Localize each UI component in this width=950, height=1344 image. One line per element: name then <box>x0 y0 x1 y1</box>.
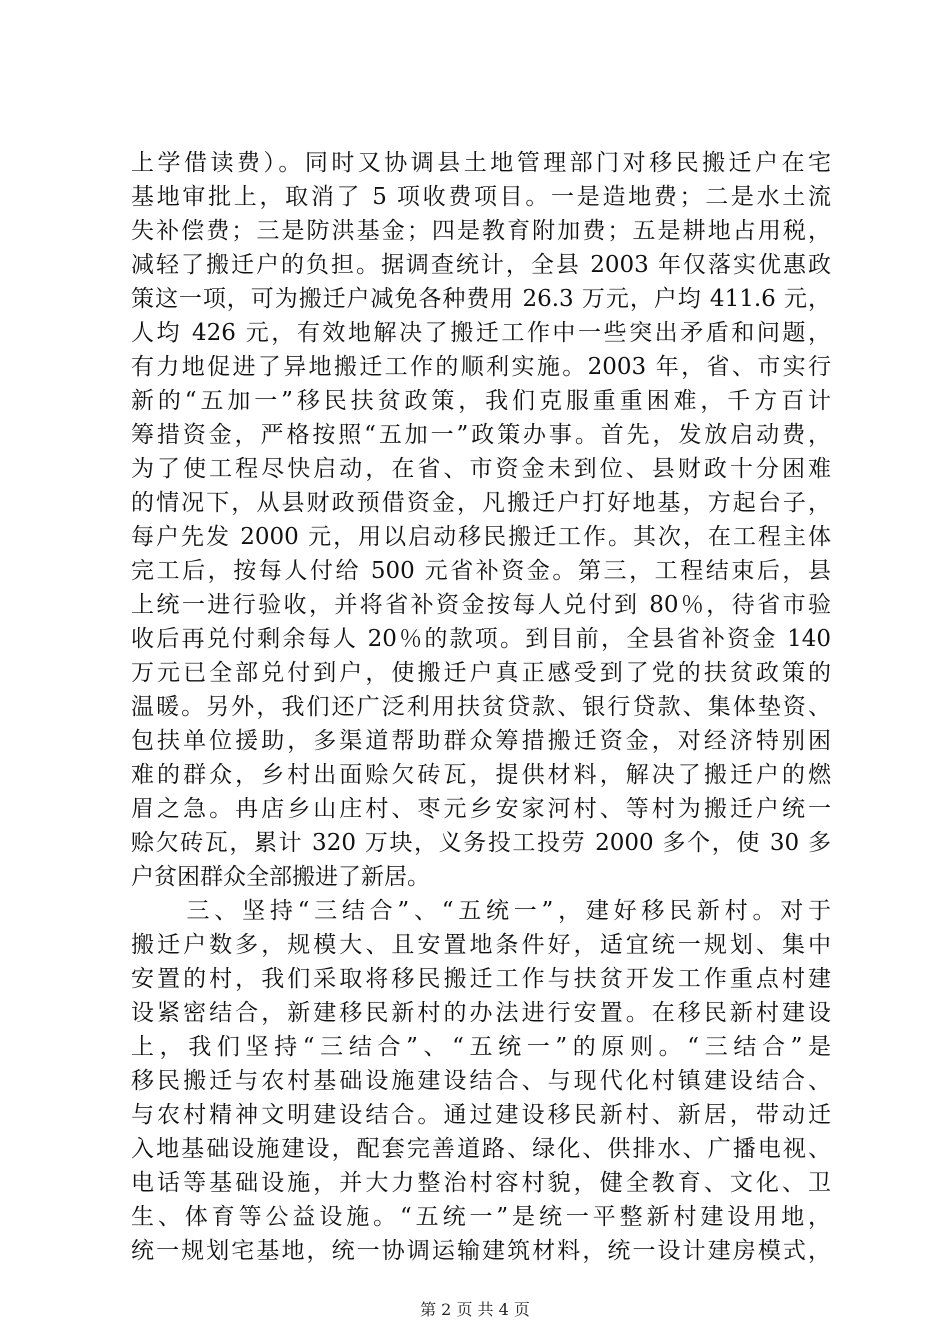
text-line: 赊欠砖瓦，累计 320 万块，义务投工投劳 2000 多个，使 30 多 <box>131 830 831 856</box>
body-text <box>131 146 831 1268</box>
text-line: 失补偿费；三是防洪基金；四是教育附加费；五是耕地占用税， <box>131 218 831 244</box>
text-line: 搬迁户数多，规模大、且安置地条件好，适宜统一规划、集中 <box>131 932 831 958</box>
text-line: 统一规划宅基地，统一协调运输建筑材料，统一设计建房模式， <box>131 1238 831 1264</box>
text-line: 有力地促进了异地搬迁工作的顺利实施。2003 年，省、市实行 <box>131 354 831 380</box>
text-line: 上学借读费）。同时又协调县土地管理部门对移民搬迁户在宅 <box>131 150 831 176</box>
text-line: 设紧密结合，新建移民新村的办法进行安置。在移民新村建设 <box>131 1000 831 1026</box>
text-line: 为了使工程尽快启动，在省、市资金未到位、县财政十分困难 <box>131 456 831 482</box>
text-line: 眉之急。冉店乡山庄村、枣元乡安家河村、等村为搬迁户统一 <box>131 796 831 822</box>
page-footer: 第 2 页 共 4 页 <box>420 1300 530 1319</box>
text-line: 的情况下，从县财政预借资金，凡搬迁户打好地基，方起台子， <box>131 490 831 516</box>
text-line: 上统一进行验收，并将省补资金按每人兑付到 80％，待省市验 <box>131 592 831 618</box>
text-line: 筹措资金，严格按照“五加一”政策办事。首先，发放启动费， <box>131 422 831 448</box>
text-line: 基地审批上，取消了 5 项收费项目。一是造地费；二是水土流 <box>131 184 831 210</box>
text-line: 人均 426 元，有效地解决了搬迁工作中一些突出矛盾和问题， <box>131 320 831 346</box>
text-line: 策这一项，可为搬迁户减免各种费用 26.3 万元，户均 411.6 元， <box>131 286 831 312</box>
text-line: 收后再兑付剩余每人 20％的款项。到目前，全县省补资金 140 <box>131 626 831 652</box>
text-line: 与农村精神文明建设结合。通过建设移民新村、新居，带动迁 <box>131 1102 831 1128</box>
text-line: 生、体育等公益设施。“五统一”是统一平整新村建设用地， <box>131 1204 831 1230</box>
text-line: 万元已全部兑付到户，使搬迁户真正感受到了党的扶贫政策的 <box>131 660 831 686</box>
text-line: 减轻了搬迁户的负担。据调查统计，全县 2003 年仅落实优惠政 <box>131 252 831 278</box>
text-line: 温暖。另外，我们还广泛利用扶贫贷款、银行贷款、集体垫资、 <box>131 694 831 720</box>
text-line: 新的“五加一”移民扶贫政策，我们克服重重困难，千方百计 <box>131 388 831 414</box>
text-line: 三、坚持“三结合”、“五统一”，建好移民新村。对于 <box>131 898 831 924</box>
text-line: 完工后，按每人付给 500 元省补资金。第三，工程结束后，县 <box>131 558 831 584</box>
text-line: 上，我们坚持“三结合”、“五统一”的原则。“三结合”是 <box>131 1034 831 1060</box>
text-line: 难的群众，乡村出面赊欠砖瓦，提供材料，解决了搬迁户的燃 <box>131 762 831 788</box>
text-line: 户贫困群众全部搬进了新居。 <box>131 864 430 890</box>
text-line: 电话等基础设施，并大力整治村容村貌，健全教育、文化、卫 <box>131 1170 831 1196</box>
text-line: 安置的村，我们采取将移民搬迁工作与扶贫开发工作重点村建 <box>131 966 831 992</box>
text-line: 入地基础设施建设，配套完善道路、绿化、供排水、广播电视、 <box>131 1136 831 1162</box>
text-line: 每户先发 2000 元，用以启动移民搬迁工作。其次，在工程主体 <box>131 524 831 550</box>
text-line: 移民搬迁与农村基础设施建设结合、与现代化村镇建设结合、 <box>131 1068 831 1094</box>
text-line: 包扶单位援助，多渠道帮助群众筹措搬迁资金，对经济特别困 <box>131 728 831 754</box>
